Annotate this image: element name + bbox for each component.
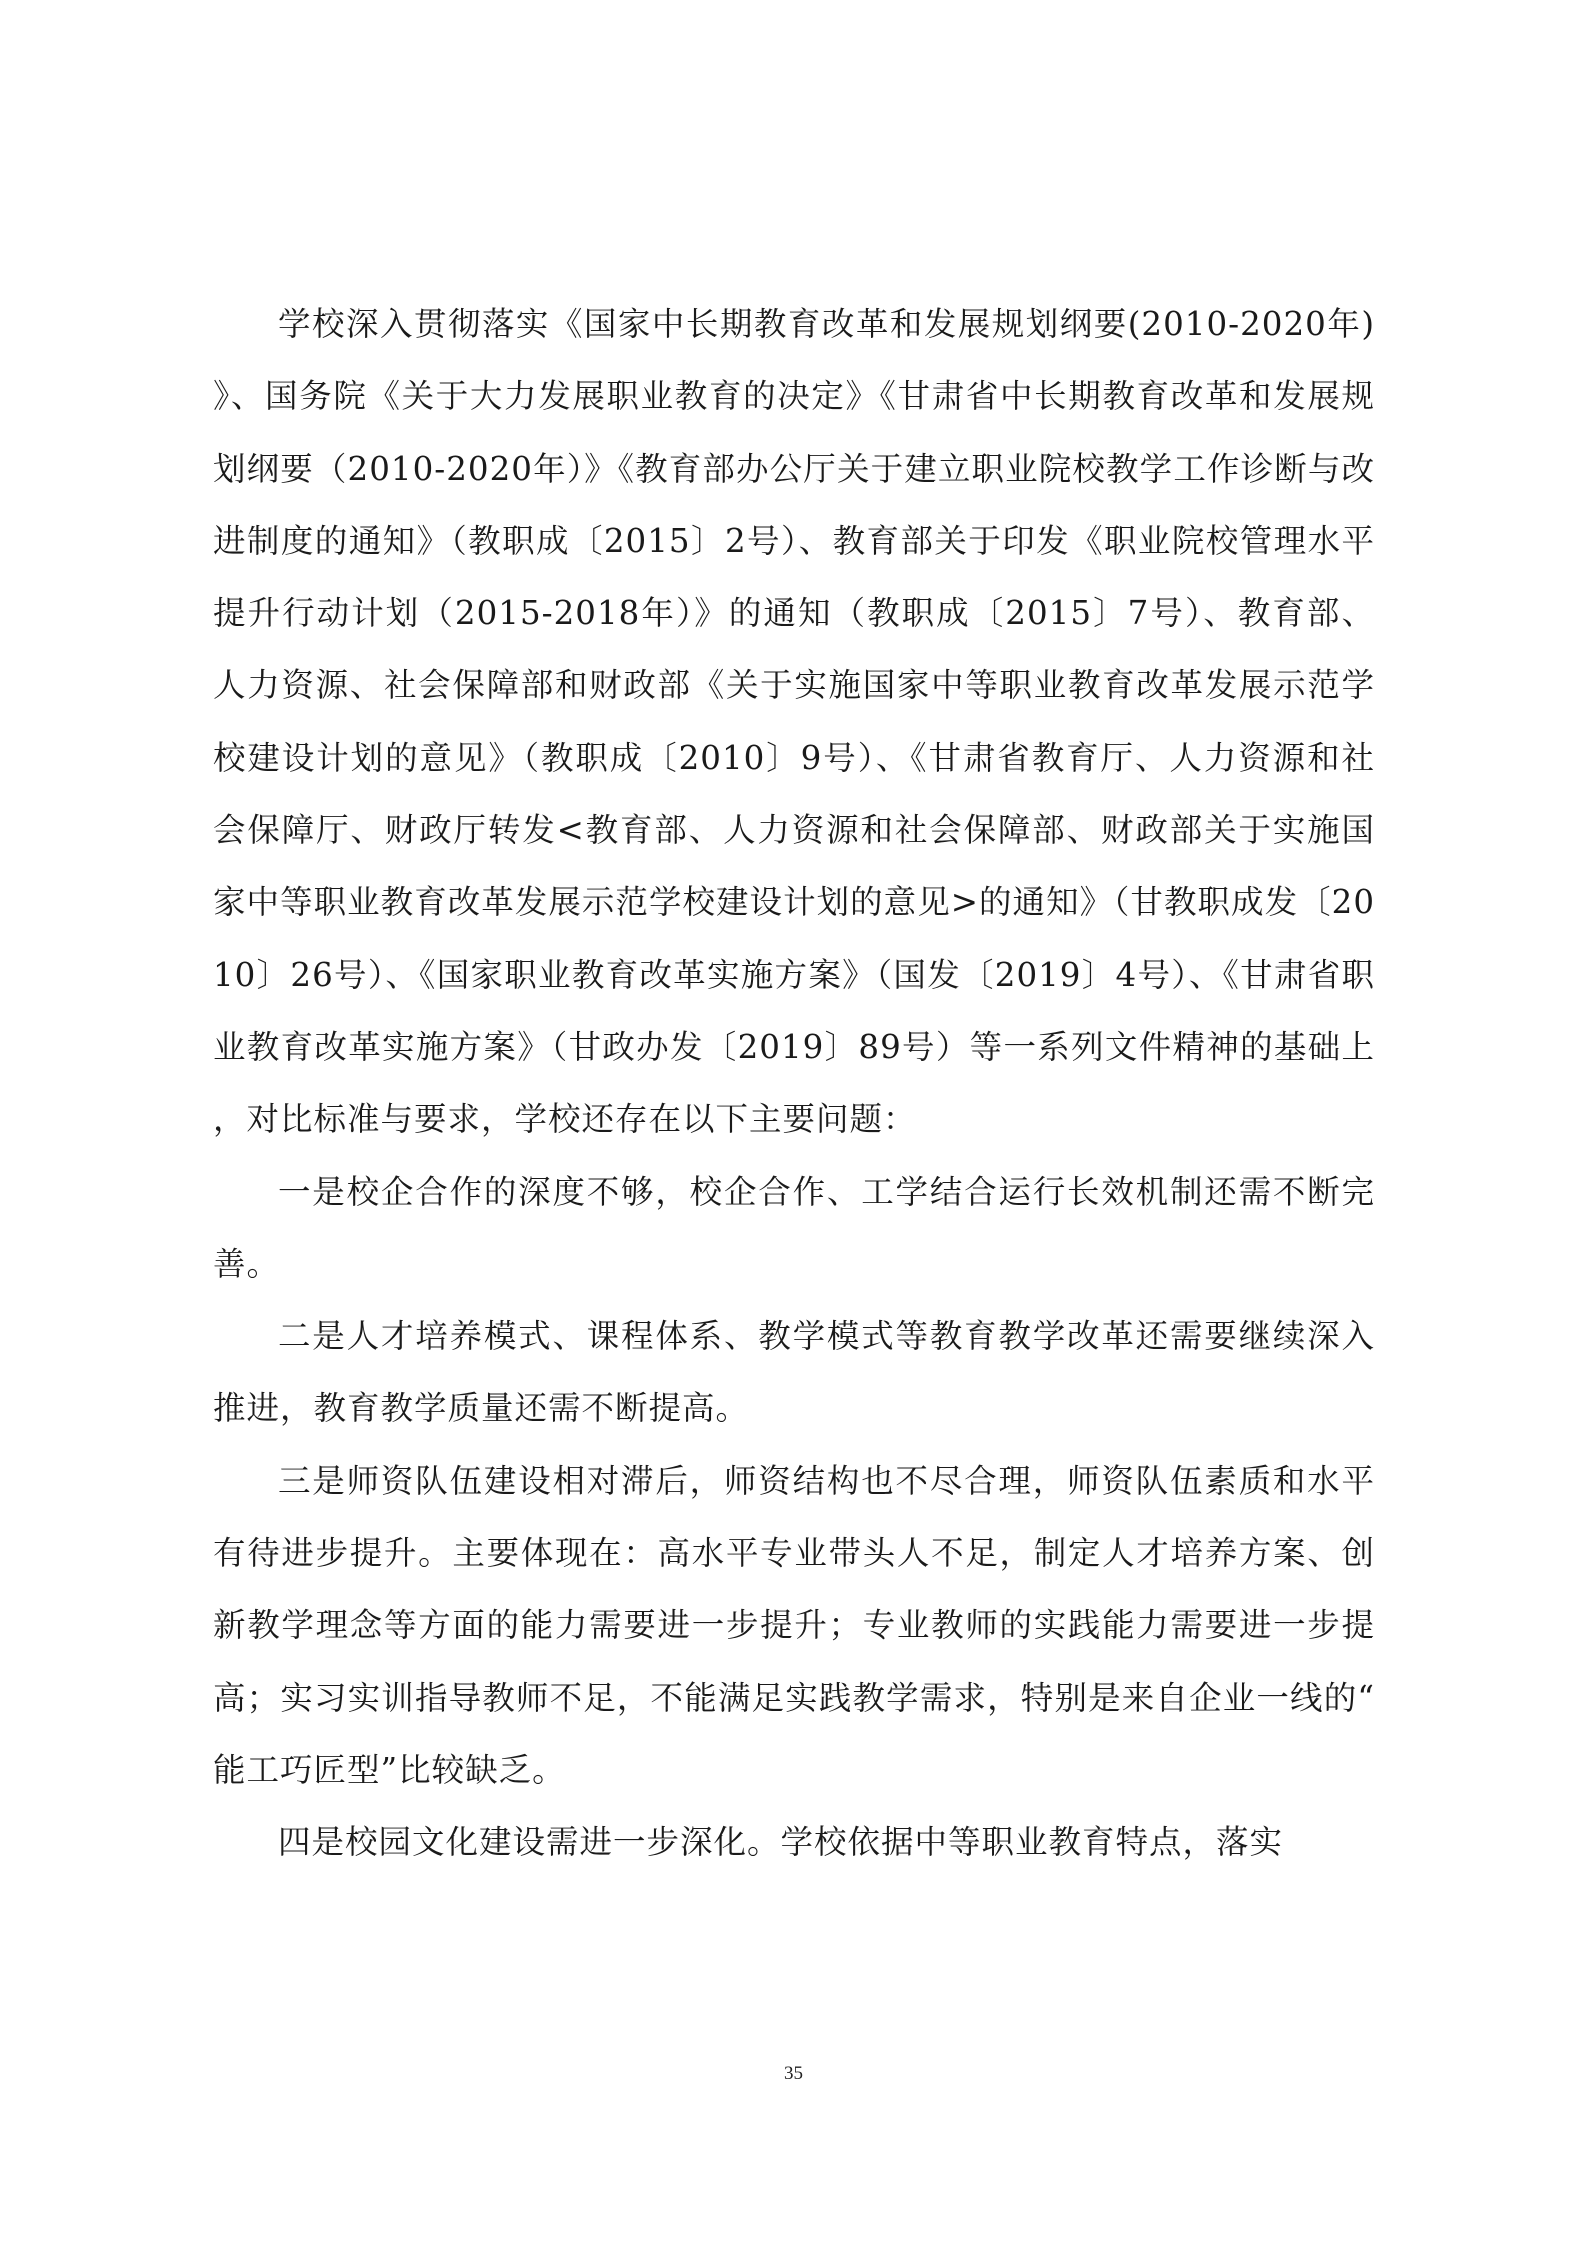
paragraph-issue-two: 二是人才培养模式、课程体系、教学模式等教育教学改革还需要继续深入推进，教育教学质量还需不断提高。 xyxy=(213,1317,1375,1428)
paragraph-policy-basis: 学校深入贯彻落实《国家中长期教育改革和发展规划纲要(2010-2020年)》、国务院《关于大力发展职业教育的决定》《甘肃省中长期教育改革和发展规划纲要（2010-2020年）》《教育部办公厅关于建立职业院校教学工作诊断与改进制度的通知》（教职成〔2015〕2号）、教育部关于印发《职业院校管理水平提升行动计划（2015-2018年）》的通知（教职成〔2015〕7号）、教育部、人力资源、社会保障部和财政部《关于实施国家中等职业教育改革发展示范学校建设计划的意见》（教职成〔2010〕9号）、《甘肃省教育厅、人力资源和社会保障厅、财政厅转发<教育部、人力资源和社会保障部、财政部关于实施国家中等职业教育改革发展示范学校建设计划的意见>的通知》（甘教职成发〔2010〕26号）、《国家职业教育改革实施方案》（国发〔2019〕4号）、《甘肃省职业教育改革实施方案》（甘政办发〔2019〕89号）等一系列文件精神的基础上，对比标准与要求，学校还存在以下主要问题： xyxy=(213,305,1375,1139)
page-number: 35 xyxy=(784,2063,803,2084)
paragraph-issue-three: 三是师资队伍建设相对滞后，师资结构也不尽合理，师资队伍素质和水平有待进步提升。主要体现在：高水平专业带头人不足，制定人才培养方案、创新教学理念等方面的能力需要进一步提升；专业教师的实践能力需要进一步提高；实习实训指导教师不足，不能满足实践教学需求，特别是来自企业一线的“能工巧匠型”比较缺乏。 xyxy=(213,1461,1375,1789)
paragraph-issue-four: 四是校园文化建设需进一步深化。学校依据中等职业教育特点，落实 xyxy=(278,1823,1284,1862)
body-text xyxy=(213,288,1375,1879)
paragraph-issue-one: 一是校企合作的深度不够，校企合作、工学结合运行长效机制还需不断完善。 xyxy=(213,1172,1375,1283)
